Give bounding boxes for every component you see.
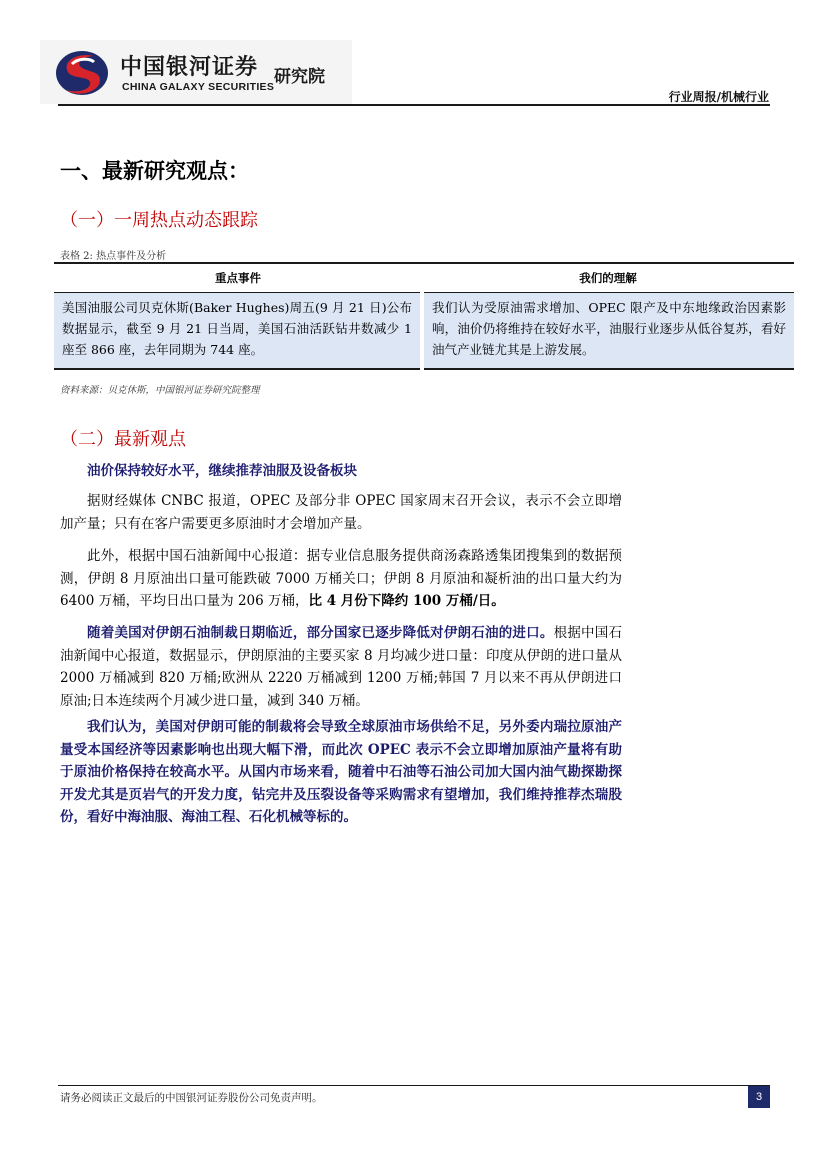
header-divider xyxy=(58,104,770,106)
table-header-understanding: 我们的理解 xyxy=(422,263,794,293)
table-caption: 表格 2: 热点事件及分析 xyxy=(60,251,167,262)
paragraph-sanctions xyxy=(60,622,622,712)
brand-institute: 研究院 xyxy=(274,67,325,87)
subsection-title-hotspots: （一）一周热点动态跟踪 xyxy=(60,210,258,231)
table-header-row xyxy=(54,263,794,293)
subsection-title-views: （二）最新观点 xyxy=(60,429,186,450)
footer-divider xyxy=(58,1085,770,1086)
table-row xyxy=(54,293,794,370)
paragraph-text: 根据中国石油新闻中心报道，数据显示，伊朗原油的主要买家 8 月均减少进口量：印度从伊朗的进口量从 2000 万桶减到 820 万桶;欧洲从 2220 万桶减到 1200 万桶;韩国 7 月以来不再从伊朗进口原油;日本连续两个月减少进口量，减到 340 万桶。 xyxy=(60,625,623,709)
galaxy-logo-icon xyxy=(54,48,110,98)
paragraph-cnbc: 据财经媒体 CNBC 报道，OPEC 及部分非 OPEC 国家周末召开会议，表示不会立即增加产量；只有在客户需要更多原油时才会增加产量。 xyxy=(60,493,622,532)
table-header-events: 重点事件 xyxy=(54,263,422,293)
table-cell-analysis: 我们认为受原油需求增加、OPEC 限产及中东地缘政治因素影响，油价仍将维持在较好水平，油服行业逐步从低谷复苏，看好油气产业链尤其是上游发展。 xyxy=(422,293,794,370)
paragraph-text: 此外，根据中国石油新闻中心报道：据专业信息服务提供商汤森路透集团搜集到的数据预测，伊朗 8 月原油出口量可能跌破 7000 万桶关口；伊朗 8 月原油和凝析油的出口量大约为 6400 万桶，平均日出口量为 206 万桶， xyxy=(60,548,622,609)
brand-logo xyxy=(40,40,352,104)
hot-events-table xyxy=(54,262,794,370)
brand-name-en: CHINA GALAXY SECURITIES xyxy=(122,81,275,93)
report-type: 行业周报/机械行业 xyxy=(668,90,769,104)
paragraph-highlight: 比 4 月份下降约 100 万桶/日。 xyxy=(308,593,505,609)
paragraph-highlight: 随着美国对伊朗石油制裁日期临近，部分国家已逐步降低对伊朗石油的进口。 xyxy=(87,625,554,641)
brand-name-cn: 中国银河证券 xyxy=(120,55,259,80)
footer-disclaimer: 请务必阅读正文最后的中国银河证券股份公司免责声明。 xyxy=(60,1092,323,1104)
lead-heading: 油价保持较好水平，继续推荐油服及设备板块 xyxy=(87,463,357,479)
table-cell-event: 美国油服公司贝克休斯(Baker Hughes)周五(9 月 21 日)公布数据显示，截至 9 月 21 日当周，美国石油活跃钻井数减少 1 座至 866 座，去年同期为 744 座。 xyxy=(54,293,422,370)
section-title: 一、最新研究观点： xyxy=(60,158,249,183)
paragraph-iran-export xyxy=(60,545,622,613)
paragraph-conclusion: 我们认为，美国对伊朗可能的制裁将会导致全球原油市场供给不足，另外委内瑞拉原油产量受本国经济等因素影响也出现大幅下滑，而此次 OPEC 表示不会立即增加原油产量将有助于原油价格保持在较高水平。从国内市场来看，随着中石油等石油公司加大国内油气勘探勘探开发尤其是页岩气的开发力度，钻完井及压裂设备等采购需求有望增加，我们维持推荐杰瑞股份，看好中海油服、海油工程、石化机械等标的。 xyxy=(60,719,622,825)
page-number: 3 xyxy=(748,1086,770,1108)
table-source: 资料来源：贝克休斯，中国银河证券研究院整理 xyxy=(60,385,260,396)
